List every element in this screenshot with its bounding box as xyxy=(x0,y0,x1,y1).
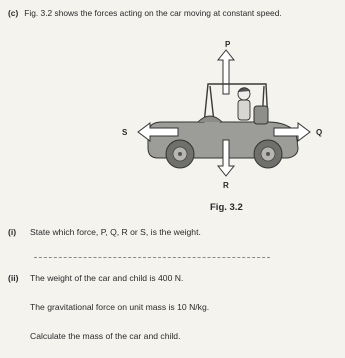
question-ii-line2: The gravitational force on unit mass is 10 N/kg. xyxy=(30,302,210,312)
question-i-label: (i) xyxy=(8,227,17,237)
question-i-text: State which force, P, Q, R or S, is the weight. xyxy=(30,227,201,237)
question-i xyxy=(8,227,201,237)
force-label-q: Q xyxy=(316,128,323,137)
figure-caption: Fig. 3.2 xyxy=(210,202,243,213)
front-wheel xyxy=(166,140,194,168)
child-driver xyxy=(238,88,250,120)
force-label-s: S xyxy=(122,128,128,137)
question-ii-line3: Calculate the mass of the car and child. xyxy=(30,331,181,341)
question-ii-line1: The weight of the car and child is 400 N. xyxy=(30,273,184,283)
intro-text: Fig. 3.2 shows the forces acting on the car moving at constant speed. xyxy=(24,8,282,18)
question-ii xyxy=(8,273,183,283)
force-label-p: P xyxy=(225,40,231,49)
intro-paragraph xyxy=(8,8,282,18)
rear-wheel xyxy=(254,140,282,168)
force-label-r: R xyxy=(223,181,229,190)
part-label: (c) xyxy=(8,8,19,18)
answer-line[interactable] xyxy=(34,257,270,258)
car-forces-figure xyxy=(118,36,340,196)
question-ii-label: (ii) xyxy=(8,273,19,283)
force-arrow-p xyxy=(218,50,234,94)
